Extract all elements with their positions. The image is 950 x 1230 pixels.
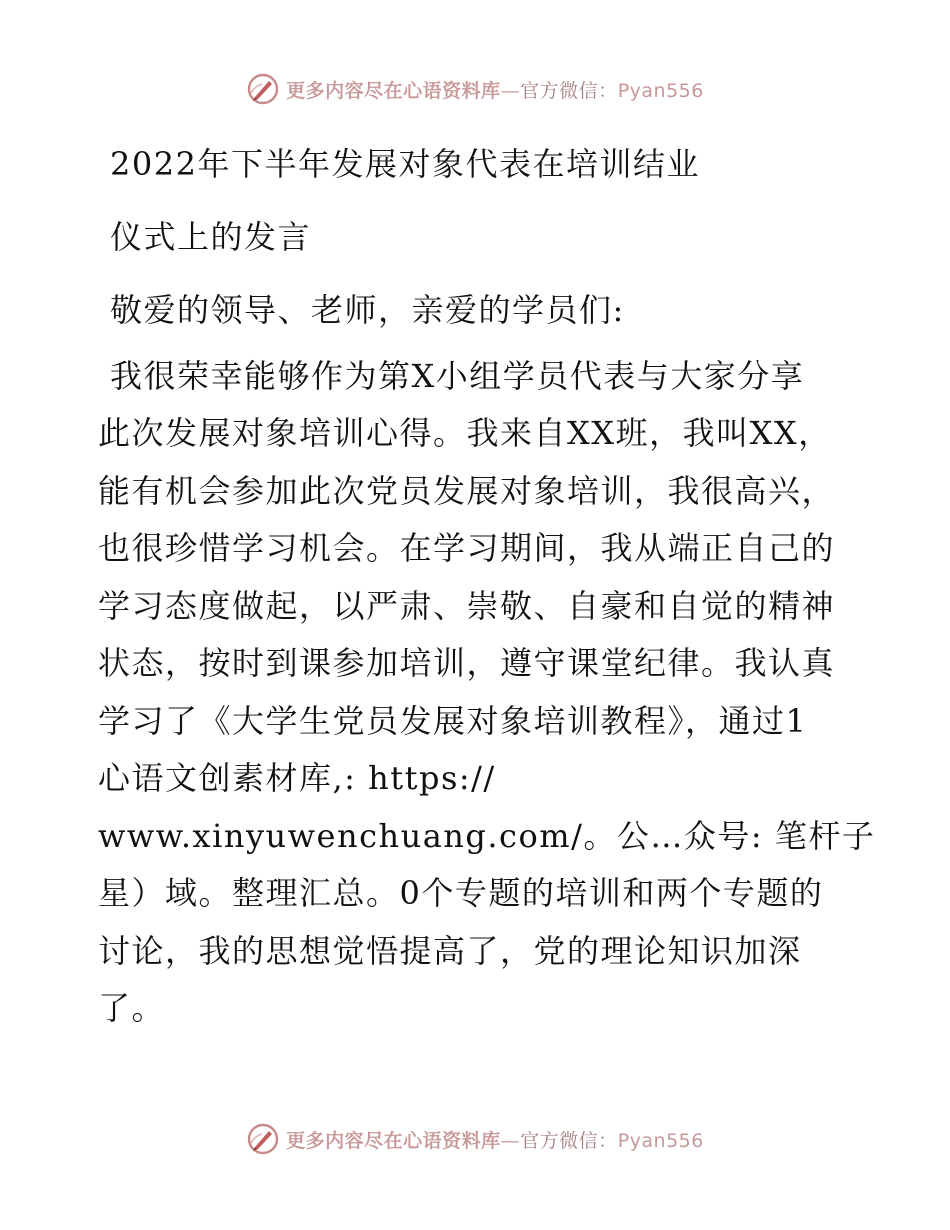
pen-logo-icon xyxy=(246,72,280,106)
paragraph-line: 此次发展对象培训心得。我来自XX班，我叫XX， xyxy=(98,414,832,452)
watermark-dash: — xyxy=(500,79,521,102)
paragraph-line: 讨论，我的思想觉悟提高了，党的理论知识加深 xyxy=(98,931,802,970)
watermark-main: 更多内容尽在心语资料库 xyxy=(286,79,501,102)
watermark-text xyxy=(286,76,704,103)
watermark-main: 更多内容尽在心语资料库 xyxy=(286,1129,501,1152)
paragraph-line: 了。 xyxy=(98,989,166,1027)
paragraph-line: 学习了《大学生党员发展对象培训教程》，通过1 xyxy=(98,701,808,740)
document-title-line-1: 2022年下半年发展对象代表在培训结业 xyxy=(110,145,700,183)
watermark-dash: — xyxy=(500,1129,521,1152)
salutation: 敬爱的领导、老师，亲爱的学员们: xyxy=(110,291,625,329)
paragraph-line: 学习态度做起，以严肃、崇敬、自豪和自觉的精神 xyxy=(98,586,836,625)
watermark-id: Pyan556 xyxy=(617,1129,704,1152)
paragraph-line: 状态，按时到课参加培训，遵守课堂纪律。我认真 xyxy=(98,644,836,682)
watermark-id: Pyan556 xyxy=(617,79,704,102)
header-watermark xyxy=(0,72,950,106)
paragraph-line: 我很荣幸能够作为第X小组学员代表与大家分享 xyxy=(110,356,805,395)
paragraph-line: www.xinyuwenchuang.com/。公…众号: 笔杆子 xyxy=(98,816,876,855)
footer-watermark xyxy=(0,1122,950,1156)
document-title-line-2: 仪式上的发言 xyxy=(110,218,312,256)
document-body xyxy=(98,128,876,1038)
paragraph-line: 也很珍惜学习机会。在学习期间，我从端正自己的 xyxy=(98,529,836,567)
paragraph-line: 星）域。整理汇总。0个专题的培训和两个专题的 xyxy=(98,874,824,912)
paragraph-line: 能有机会参加此次党员发展对象培训，我很高兴， xyxy=(98,471,836,510)
watermark-official: 官方微信： xyxy=(520,1129,618,1152)
watermark-text xyxy=(286,1126,704,1153)
watermark-official: 官方微信： xyxy=(520,79,618,102)
pen-logo-icon xyxy=(246,1122,280,1156)
paragraph-line: 心语文创素材库,: https:// xyxy=(98,759,496,797)
